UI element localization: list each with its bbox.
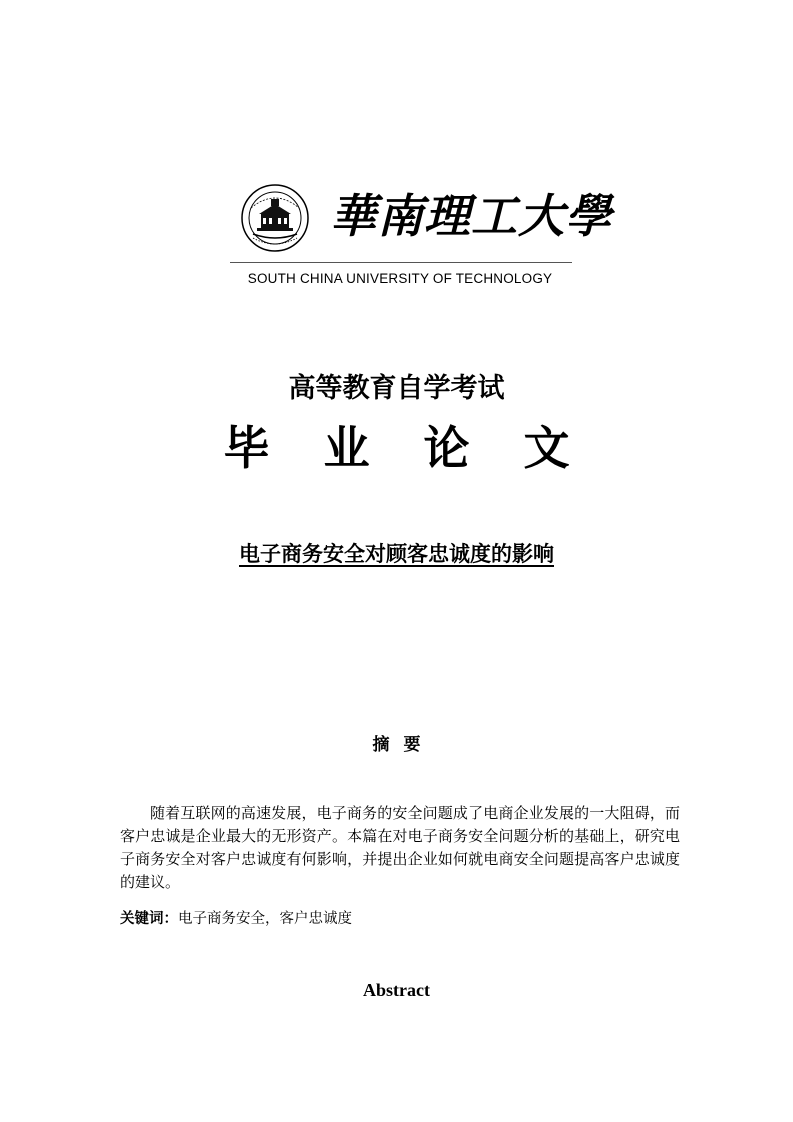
university-name-english: SOUTH CHINA UNIVERSITY OF TECHNOLOGY	[247, 271, 553, 286]
university-name-chinese: 華南理工大學	[330, 189, 612, 243]
abstract-body: 随着互联网的高速发展，电子商务的安全问题成了电商企业发展的一大阻碍，而客户忠诚是企业最大的无形资产。本篇在对电子商务安全问题分析的基础上，研究电子商务安全对客户忠诚度有何影响，并提出企业如何就电商安全问题提高客户忠诚度的建议。	[120, 804, 680, 891]
paper-title	[0, 538, 793, 568]
exam-title: 高等教育自学考试	[288, 373, 505, 404]
english-abstract-heading: Abstract	[363, 980, 430, 1000]
university-seal-logo	[241, 184, 309, 252]
abstract-heading: 摘要	[372, 735, 435, 755]
paper-title-text: 电子商务安全对顾客忠诚度的影响	[239, 542, 554, 566]
keywords-label: 关键词：	[120, 911, 178, 927]
keywords-value: 电子商务安全，客户忠诚度	[178, 911, 352, 927]
header-divider	[230, 262, 572, 263]
keywords-line	[120, 907, 352, 928]
thesis-label: 毕业论文	[223, 421, 624, 475]
